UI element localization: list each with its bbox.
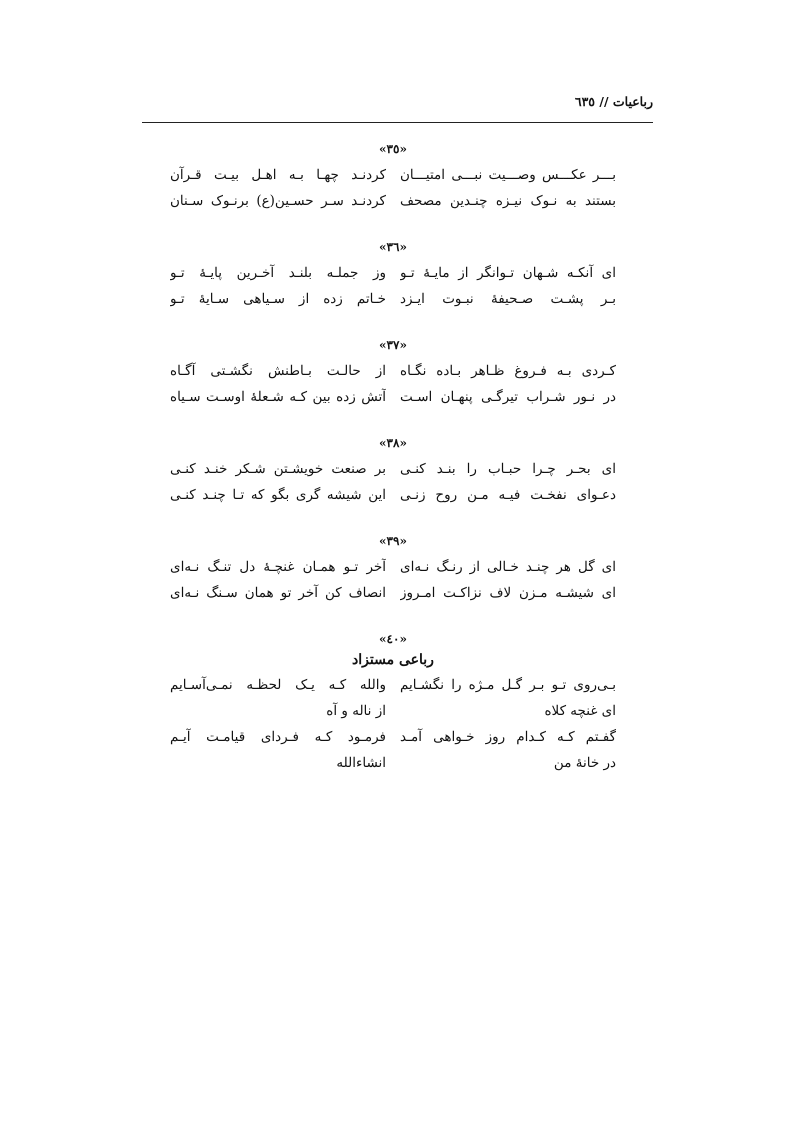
running-title: رباعیات // ٦٣٥ [574,94,653,109]
poem-title: رباعی مستزاد [352,652,434,668]
first-hemistich: کـردی بـه فـروغ ظـاهر بـاده نگـاه [400,363,616,379]
poem-number: «٤٠» [379,632,407,646]
second-addition: از ناله و آه [326,703,386,719]
second-hemistich: کردنـد چهـا بـه اهـل بیـت قـرآن [170,167,386,183]
poem-number: «٣٨» [379,436,407,450]
first-hemistich: گفـتم کـه کـدام روز خـواهی آمـد [400,729,616,745]
second-hemistich: انصاف کن آخر تو همان سـنگ نـه‌ای [170,585,386,601]
verse-line [170,580,616,606]
verse-line [170,358,616,384]
first-addition: ای غنچه کلاه [544,703,616,719]
verse-line [170,188,616,214]
verse-line [170,724,616,750]
first-hemistich: در نـور شـراب تیرگـی پنهـان اسـت [400,389,616,405]
poem-list [170,140,616,800]
poem-number: «٣٦» [379,240,407,254]
second-hemistich: از حالـت بـاطنش نگشـتی آگـاه [170,363,386,379]
first-hemistich: ای شیشـه مـزن لاف نزاکـت امـروز [400,585,616,601]
poem [170,434,616,508]
verse-line [170,286,616,312]
first-hemistich: بستند به نـوک نیـزه چنـدین مصحف [400,193,616,209]
poem [170,238,616,312]
first-hemistich: دعـوای نفخـت فیـه مـن روح زنـی [400,487,616,503]
first-addition: در خانهٔ من [553,755,616,771]
poem [170,140,616,214]
verse-line [170,482,616,508]
first-hemistich: بـــر عکـــس وصـــیت نبـــی امتیـــان [400,167,616,183]
second-hemistich: کردنـد سـر حسـین(ع) برنـوک سـنان [170,193,386,209]
poem [170,630,616,776]
first-hemistich: ای گل هر چنـد خـالی از رنـگ نـه‌ای [400,559,616,575]
first-hemistich: بـر پشـت صـحیفهٔ نبـوت ایـزد [400,291,616,307]
verse-line [170,672,616,698]
second-addition: انشاءالله [336,755,386,771]
second-hemistich: آتش زده بین کـه شـعلهٔ اوسـت سـیاه [170,389,386,405]
poem-number: «٣٩» [379,534,407,548]
page-header [142,92,653,123]
second-hemistich: خـاتم زده از سـیاهی سـایهٔ تـو [170,291,386,307]
second-hemistich: فرمـود کـه فـردای قیامـت آیـم [170,729,386,745]
second-hemistich: آخر تـو همـان غنچـهٔ دل تنـگ نـه‌ای [170,559,386,575]
verse-line [170,260,616,286]
verse-line [170,162,616,188]
second-hemistich: بر صنعت خویشـتن شـکر خنـد کنـی [170,461,386,477]
first-hemistich: ای بحـر چـرا حبـاب را بنـد کنـی [400,461,616,477]
verse-line [170,456,616,482]
first-hemistich: ای آنکـه شـهان تـوانگر از مایـهٔ تـو [400,265,616,281]
poem [170,532,616,606]
verse-line-addition [170,698,616,724]
verse-line [170,384,616,410]
poem-number: «٣٧» [379,338,407,352]
poem-number: «٣٥» [379,142,407,156]
verse-line [170,554,616,580]
second-hemistich: والله کـه یـک لحظـه نمـی‌آسـایم [170,677,386,693]
second-hemistich: این شیشه گری بگو که تـا چنـد کنـی [170,487,386,503]
poem [170,336,616,410]
verse-line-addition [170,750,616,776]
second-hemistich: وز جملـه بلنـد آخـرین پایـهٔ تـو [170,265,386,281]
first-hemistich: بـی‌روی تـو بـر گـل مـژه را نگشـایم [400,677,616,693]
